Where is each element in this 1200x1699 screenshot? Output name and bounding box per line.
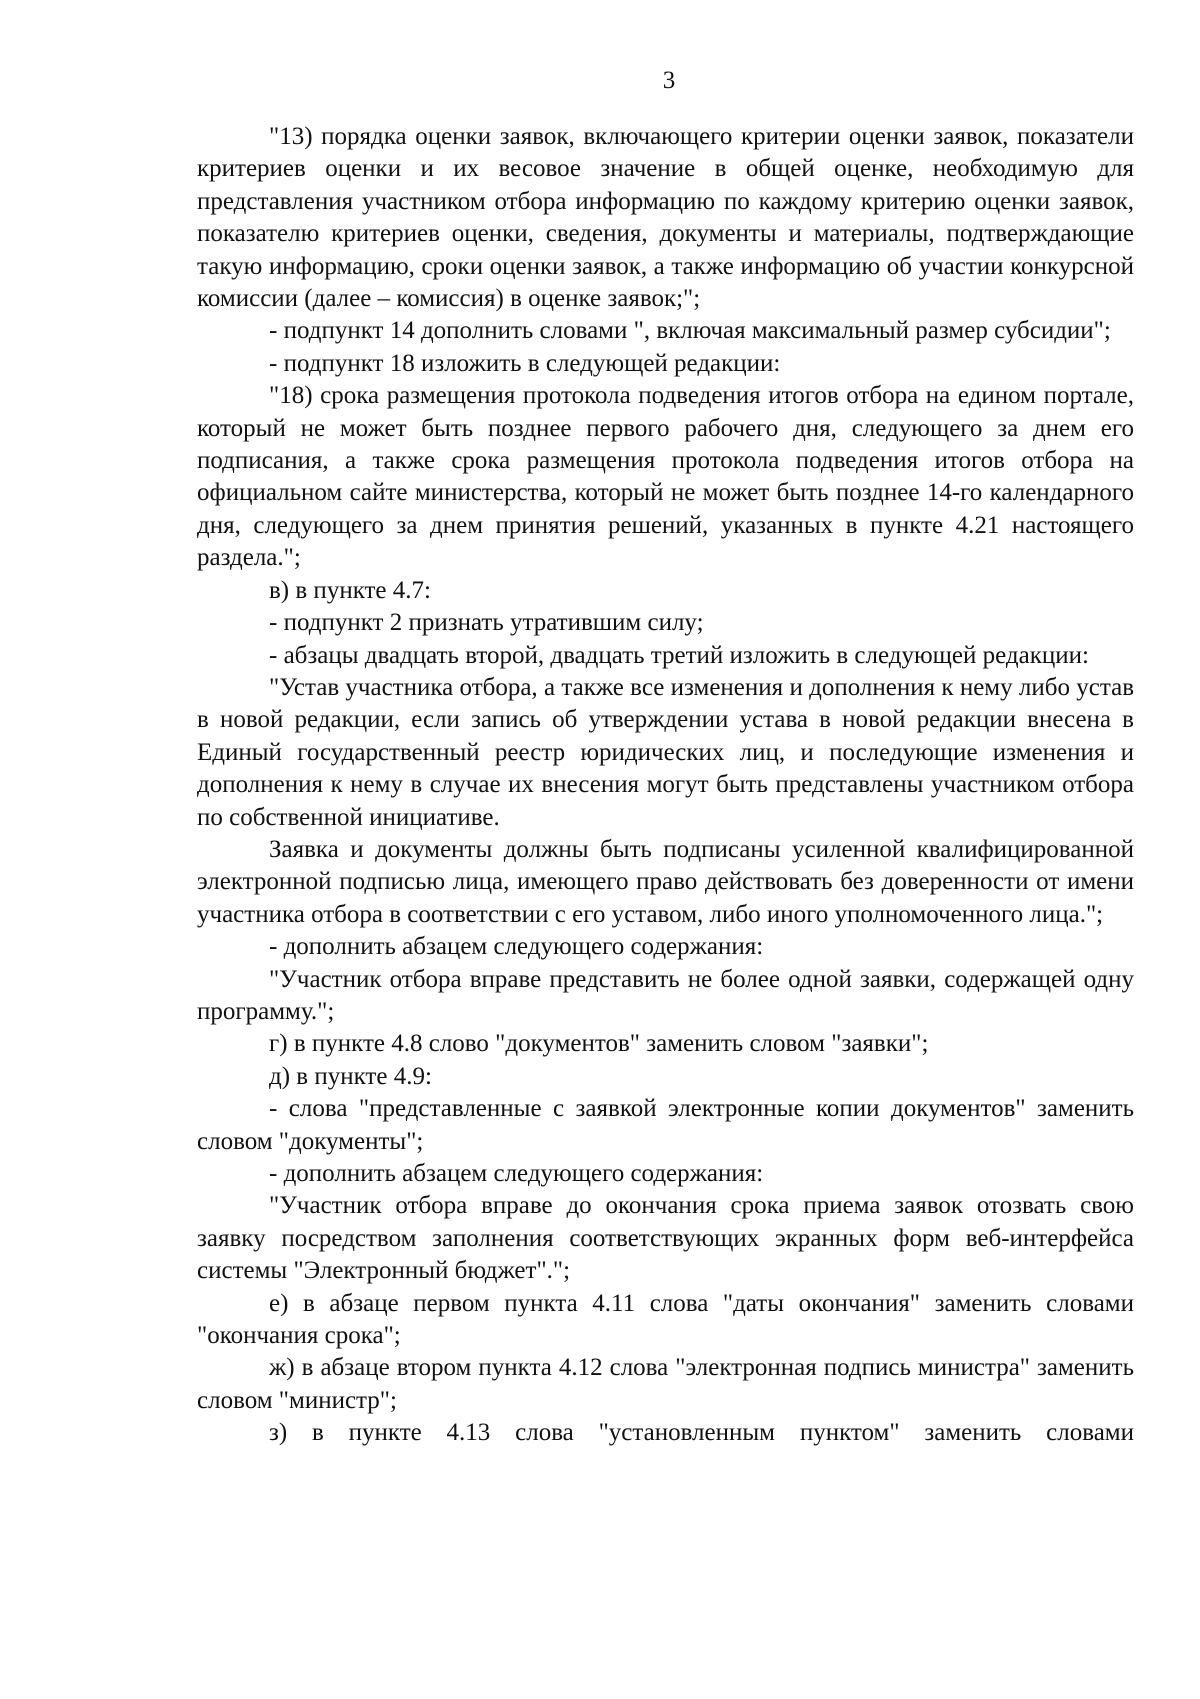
paragraph-point-4-9: д) в пункте 4.9: <box>269 1062 432 1090</box>
paragraph-point-4-11: е) в абзаце первом пункта 4.11 слова "даты окончания" заменить словами "окончания срока"; <box>197 1289 1134 1350</box>
paragraph-words-copies: - слова "представленные с заявкой электронные копии документов" заменить словом "документы"; <box>197 1095 1134 1155</box>
paragraph-ustav: "Устав участника отбора, а также все изменения и дополнения к нему либо устав в новой редакции, если запись об утверждении устава в новой редакции внесена в Единый государственный реестр юридических лиц, и последующие изменения и дополнения к нему в случае их внесения могут быть представлены участником отбора по собственной инициативе. <box>197 673 1134 831</box>
paragraph-subitem-2: - подпункт 2 признать утратившим силу; <box>269 609 704 637</box>
paragraph-point-4-7: в) в пункте 4.7: <box>269 576 431 604</box>
paragraph-point-4-13: з) в пункте 4.13 слова "установленным пунктом" заменить словами <box>269 1419 1134 1447</box>
document-body <box>197 121 1134 1450</box>
paragraph-item-18: "18) срока размещения протокола подведения итогов отбора на едином портале, который не может быть позднее первого рабочего дня, следующего за днем его подписания, а также срока размещения протокола подведения итогов отбора на официальном сайте министерства, который не может быть позднее 14-го календарного дня, следующего за днем принятия решений, указанных в пункте 4.21 настоящего раздела."; <box>197 382 1134 572</box>
paragraph-subitem-18-intro: - подпункт 18 изложить в следующей редакции: <box>269 349 781 377</box>
paragraph-one-application: "Участник отбора вправе представить не более одной заявки, содержащей одну программу."; <box>197 965 1134 1025</box>
paragraph-withdraw-application: "Участник отбора вправе до окончания срока приема заявок отозвать свою заявку посредством заполнения соответствующих экранных форм веб-интерфейса системы "Электронный бюджет"."; <box>197 1192 1134 1285</box>
paragraph-item-13: "13) порядка оценки заявок, включающего критерии оценки заявок, показатели критериев оценки и их весовое значение в общей оценке, необходимую для представления участником отбора информацию по каждому критерию оценки заявок, показателю критериев оценки, сведения, документы и материалы, подтверждающие такую информацию, сроки оценки заявок, а также информацию об участии конкурсной комиссии (далее – комиссия) в оценке заявок;"; <box>197 123 1134 313</box>
paragraph-add-abzac-1: - дополнить абзацем следующего содержания: <box>269 933 764 961</box>
paragraph-point-4-12: ж) в абзаце втором пункта 4.12 слова "электронная подпись министра" заменить словом "министр"; <box>197 1354 1134 1414</box>
page-number: 3 <box>662 67 676 94</box>
paragraph-point-4-8: г) в пункте 4.8 слово "документов" заменить словом "заявки"; <box>269 1030 929 1058</box>
paragraph-zayavka-signature: Заявка и документы должны быть подписаны усиленной квалифицированной электронной подписью лица, имеющего право действовать без доверенности от имени участника отбора в соответствии с его уставом, либо иного уполномоченного лица."; <box>197 835 1134 928</box>
paragraph-add-abzac-2: - дополнить абзацем следующего содержания: <box>269 1160 764 1187</box>
paragraph-subitem-14: - подпункт 14 дополнить словами ", включая максимальный размер субсидии"; <box>269 317 1111 345</box>
paragraph-abzacy-22-23: - абзацы двадцать второй, двадцать третий изложить в следующей редакции: <box>269 641 1089 669</box>
